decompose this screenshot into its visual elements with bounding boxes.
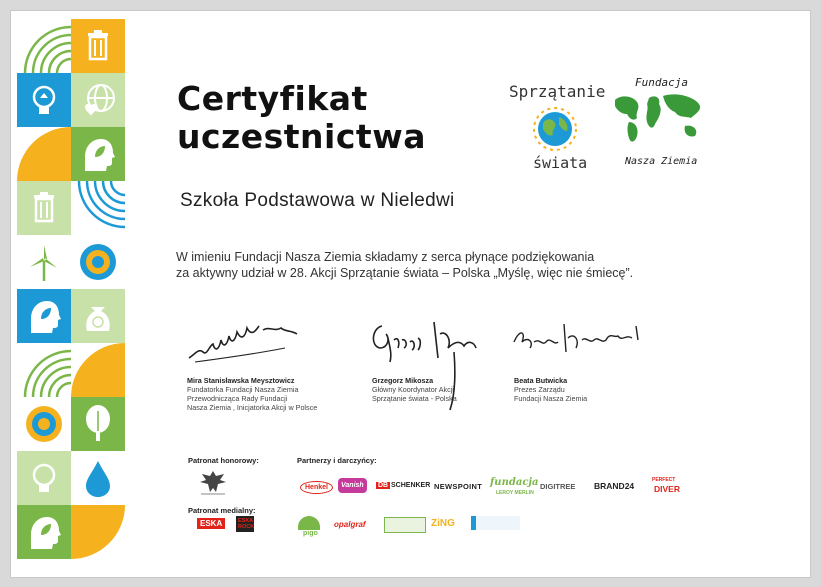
certificate-title [177, 80, 426, 156]
target-circle-icon [71, 235, 125, 289]
fundacja-logo-line1: Fundacja [635, 76, 688, 89]
signature-block-1 [187, 376, 317, 412]
db-logo: DB [378, 482, 389, 489]
tree-icon [71, 397, 125, 451]
pigo-logo: pigo [303, 530, 318, 537]
concentric-arcs-tile [17, 19, 71, 73]
blue-arcs-tile [71, 181, 125, 235]
signer-name: Mira Stanisławska Meysztowicz [187, 376, 295, 385]
digitree-logo: DIGITREE [540, 482, 576, 491]
yellow-quarter-tile [71, 505, 125, 559]
vanish-logo: Vanish [338, 478, 367, 493]
eska-logo: ESKA [197, 518, 225, 529]
yellow-half-circle-tile [71, 343, 125, 397]
eska-rock-logo: ESKA ROCK [238, 518, 255, 530]
fundacja-leroy-logo: fundacja [490, 477, 539, 488]
decorative-icon-strip [17, 19, 125, 569]
sprzatanie-swiata-logo [495, 70, 606, 180]
globe-heart-icon [71, 73, 125, 127]
leroy-merlin-logo: LEROY MERLIN [496, 490, 534, 496]
patronat-honorowy-label: Patronat honorowy: [188, 456, 259, 465]
signature-block-3 [514, 376, 587, 403]
green-arcs-tile [17, 343, 71, 397]
zwiazek-logo [384, 517, 426, 533]
signature-meysztowicz-icon [185, 318, 305, 368]
perfect-diver-logo: DIVER [654, 484, 680, 494]
partnerzy-label: Partnerzy i darczyńcy: [297, 456, 377, 465]
trash-bin-icon [71, 19, 125, 73]
fundacja-logo-line2: Nasza Ziemia [625, 156, 698, 167]
signer-role-line: Fundacji Nasza Ziemia [514, 394, 588, 403]
trash-bin-light-icon [17, 181, 71, 235]
henkel-logo: Henkel [300, 481, 333, 494]
school-name: Szkoła Podstawowa w Nieledwi [180, 190, 455, 211]
thanks-text-line-1: W imieniu Fundacji Nasza Ziemia składamy z serca płynące podziękowania [176, 250, 595, 264]
zing-logo: ZiNG [431, 518, 455, 529]
signer-role-line: Sprzątanie świata - Polska [372, 394, 457, 403]
ministry-logo [471, 516, 520, 530]
wind-turbine-icon [17, 235, 71, 289]
signer-name: Grzegorz Mikosza [372, 376, 434, 385]
sprzatanie-logo-line1: Sprzątanie [509, 82, 606, 101]
signer-name: Beata Butwicka [514, 376, 568, 385]
earth-globe-icon [533, 107, 577, 151]
title-line-2: uczestnictwa [177, 117, 426, 156]
signer-role-line: Przewodnicząca Rady Fundacji [187, 394, 288, 403]
newspoint-logo: NEWSPOINT [434, 482, 483, 491]
signature-butwicka-icon [510, 318, 650, 368]
signer-role-line: Prezes Zarządu [514, 385, 565, 394]
signature-block-2 [372, 376, 457, 403]
patronat-medialny-label: Patronat medialny: [188, 506, 256, 515]
half-circle-tile [17, 127, 71, 181]
sprzatanie-logo-line2: świata [533, 154, 588, 172]
fundacja-nasza-ziemia-logo [605, 68, 710, 180]
schenker-logo: SCHENKER [391, 482, 431, 489]
perfect-diver-logo-top: PERFECT [652, 477, 676, 483]
signer-role-line: Główny Koordynator Akcji [372, 385, 454, 394]
signer-role-line: Nasza Ziemia , Inicjatorka Akcji w Polsce [187, 403, 318, 412]
recycle-bag-icon [71, 289, 125, 343]
target-circle-green-icon [17, 397, 71, 451]
water-drop-icon [71, 451, 125, 505]
lightbulb-light-icon [17, 451, 71, 505]
brand24-logo: BRAND24 [594, 481, 635, 491]
world-map-icon [607, 88, 709, 148]
signer-role-line: Fundatorka Fundacji Nasza Ziemia [187, 385, 299, 394]
thanks-text-line-2: za aktywny udział w 28. Akcji Sprzątanie świata – Polska „Myślę, więc nie śmiecę”. [176, 266, 634, 280]
head-leaf-blue-icon [17, 289, 71, 343]
opalgraf-logo: opalgraf [334, 520, 366, 529]
title-line-1: Certyfikat [177, 79, 368, 118]
head-leaf-icon [71, 127, 125, 181]
head-leaf-green-icon [17, 505, 71, 559]
presidential-eagle-icon [198, 468, 228, 496]
lightbulb-icon [17, 73, 71, 127]
